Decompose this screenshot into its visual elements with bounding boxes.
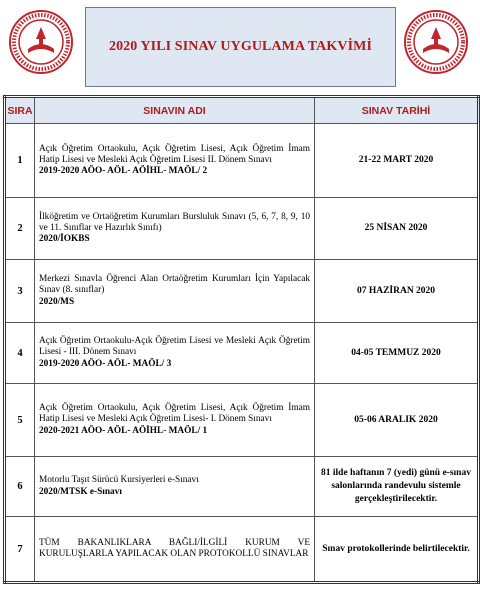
exam-name-cell xyxy=(35,198,315,260)
table-row xyxy=(5,124,479,198)
exam-name: İlköğretim ve Ortaöğretim Kurumları Bursluluk Sınavı (5, 6, 7, 8, 9, 10 ve 11. Sınıflar ve Hazırlık Sınıfı) xyxy=(39,211,310,233)
table-row xyxy=(5,198,479,260)
exam-code: 2020/MTSK e-Sınavı xyxy=(39,486,122,497)
exam-name-cell xyxy=(35,384,315,457)
exam-date: 07 HAZİRAN 2020 xyxy=(315,260,479,323)
exam-name: Açık Öğretim Ortaokulu-Açık Öğretim Lisesi ve Mesleki Açık Öğretim Lisesi - III. Dönem Sınavı xyxy=(39,336,310,358)
row-number: 2 xyxy=(5,198,35,260)
exam-code: 2020-2021 AÖO- AÖL- AÖİHL- MAÖL/ 1 xyxy=(39,425,208,436)
exam-name-cell xyxy=(35,124,315,198)
table-row xyxy=(5,384,479,457)
page-title: 2020 YILI SINAV UYGULAMA TAKVİMİ xyxy=(108,39,373,54)
column-header-date: SINAV TARİHİ xyxy=(315,97,479,124)
row-number: 7 xyxy=(5,517,35,583)
ministry-seal-icon xyxy=(403,9,469,75)
table-row xyxy=(5,323,479,384)
exam-code: 2020/İOKBS xyxy=(39,234,90,245)
exam-name: TÜM BAKANLIKLARA BAĞLI/İLGİLİ KURUM VE KURULUŞLARLA YAPILACAK OLAN PROTOKOLLÜ SINAVLAR xyxy=(39,537,310,559)
table-row xyxy=(5,260,479,323)
exam-date: 25 NİSAN 2020 xyxy=(315,198,479,260)
column-header-name: SINAVIN ADI xyxy=(35,97,315,124)
table-row xyxy=(5,517,479,583)
page-header xyxy=(4,3,476,91)
row-number: 5 xyxy=(5,384,35,457)
exam-date: 21-22 MART 2020 xyxy=(315,124,479,198)
exam-code: 2019-2020 AÖO- AÖL- MAÖL/ 3 xyxy=(39,358,172,369)
column-header-no: SIRA xyxy=(5,97,35,124)
exam-name: Motorlu Taşıt Sürücü Kursiyerleri e-Sınavı xyxy=(39,475,199,486)
exam-name: Merkezi Sınavla Öğrenci Alan Ortaöğretim Kurumları İçin Yapılacak Sınav (8. sınıflar) xyxy=(39,274,310,296)
exam-date: Sınav protokollerinde belirtilecektir. xyxy=(315,517,479,583)
row-number: 6 xyxy=(5,457,35,517)
exam-name-cell xyxy=(35,457,315,517)
table-header-row xyxy=(5,97,479,124)
exam-date: 81 ilde haftanın 7 (yedi) günü e-sınav salonlarında randevulu sistemle gerçekleştirilecektir. xyxy=(315,457,479,517)
exam-name-cell xyxy=(35,517,315,583)
exam-code: 2019-2020 AÖO- AÖL- AÖİHL- MAÖL/ 2 xyxy=(39,166,208,177)
title-box xyxy=(85,7,396,87)
ministry-seal-icon xyxy=(8,9,74,75)
exam-schedule-table xyxy=(3,95,480,584)
table-row xyxy=(5,457,479,517)
row-number: 1 xyxy=(5,124,35,198)
row-number: 3 xyxy=(5,260,35,323)
exam-code: 2020/MS xyxy=(39,296,75,307)
exam-name: Açık Öğretim Ortaokulu, Açık Öğretim Lisesi, Açık Öğretim İmam Hatip Lisesi ve Mesleki Açık Öğretim Lisesi II. Dönem Sınavı xyxy=(39,143,310,165)
exam-name-cell xyxy=(35,323,315,384)
exam-name-cell xyxy=(35,260,315,323)
exam-date: 05-06 ARALIK 2020 xyxy=(315,384,479,457)
exam-name: Açık Öğretim Ortaokulu, Açık Öğretim Lisesi, Açık Öğretim İmam Hatip Lisesi ve Mesleki Açık Öğretim Lisesi- I. Dönem Sınavı xyxy=(39,403,310,425)
row-number: 4 xyxy=(5,323,35,384)
exam-date: 04-05 TEMMUZ 2020 xyxy=(315,323,479,384)
